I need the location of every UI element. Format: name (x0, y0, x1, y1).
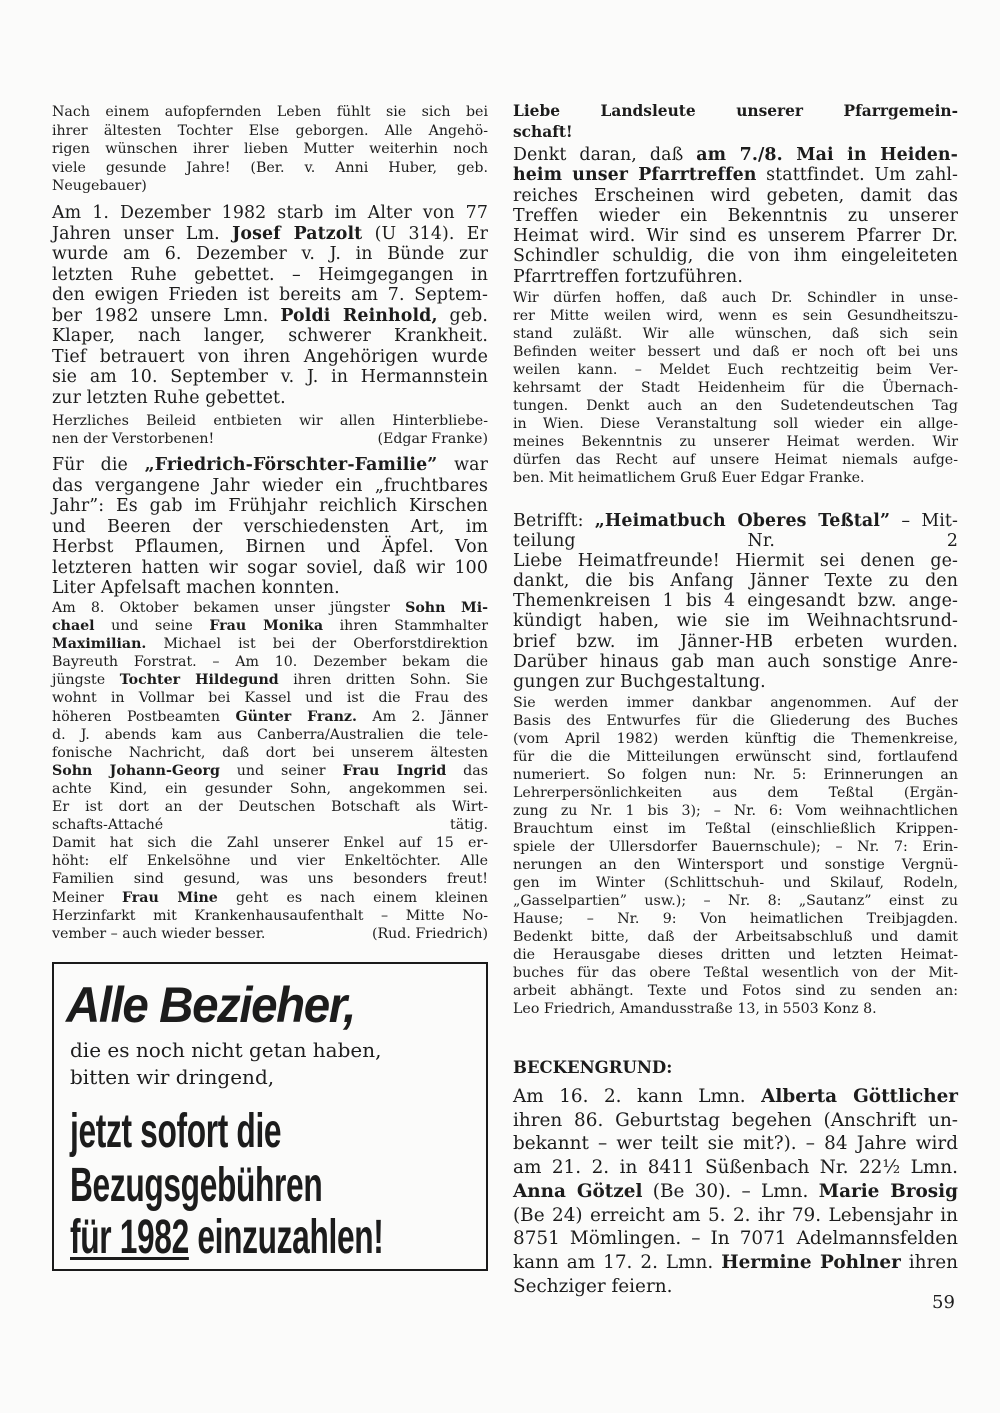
text-run: ben. Mit heimatlichem Gruß Euer Edgar Franke. (513, 470, 865, 486)
text-line (52, 412, 488, 430)
paragraph-huber-report (52, 103, 488, 196)
text-line (52, 780, 488, 798)
text-line (513, 343, 958, 361)
text-line (52, 907, 488, 925)
bold-name: Frau Ingrid (342, 762, 447, 779)
text-line (513, 1156, 958, 1180)
text-line (52, 177, 488, 196)
text-run: rer Mitte weilen wird, wenn es sein Gesundheitszu- (513, 308, 958, 324)
text-line (52, 430, 488, 448)
text-line (52, 537, 488, 558)
text-run: gungen zur Buchgestaltung. (513, 671, 766, 692)
text-line (513, 571, 958, 591)
text-line (52, 617, 488, 635)
bold-name: Hermine Pohlner (721, 1251, 901, 1273)
text-line (52, 889, 488, 907)
text-run: achte Kind, ein gesunder Sohn, angekommen sei. (52, 780, 488, 797)
text-run: Treffen wieder ein Bekenntnis zu unserer (513, 205, 958, 226)
text-line (513, 1085, 958, 1109)
text-line (513, 433, 958, 451)
paragraph-themenkreise (513, 694, 958, 1018)
bold-name: heim unser Pfarrtreffen (513, 165, 757, 186)
text-run: Lehrerpersönlichkeiten aus dem Teßtal (Ergän- (513, 785, 958, 801)
text-run: stand zuläßt. Wir alle wünschen, daß sich sein (513, 326, 958, 342)
paragraph-friedrich-family (52, 455, 488, 599)
text-run: ihren (900, 1251, 959, 1273)
text-line (513, 1058, 958, 1078)
text-run: und seiner (219, 762, 343, 779)
text-line (513, 1227, 958, 1251)
text-run: Basis des Entwurfes für die Gliederung des Buches (513, 713, 958, 729)
text-run: nerungen an den Wintersport und sonstige Vergnü- (513, 857, 958, 873)
text-line (52, 635, 488, 653)
text-run: kehrsamt der Stadt Heidenheim für die Übernach- (513, 380, 958, 396)
bold-name: Alberta Göttlicher (761, 1086, 958, 1107)
text-line (52, 224, 488, 245)
text-line (513, 1132, 958, 1156)
text-run: Betrifft: (513, 511, 595, 531)
text-line (513, 165, 958, 185)
text-run: kündigt haben, wie sie im Weihnachtsrund- (513, 611, 958, 632)
text-run: schaft! (513, 123, 573, 141)
text-run: war (437, 455, 488, 475)
bold-name: Josef Patzolt (232, 223, 363, 244)
text-line (513, 856, 958, 874)
text-line (513, 928, 958, 946)
text-run: Damit hat sich die Zahl unserer Enkel auf 15 er- (52, 835, 488, 852)
text-line (52, 599, 488, 617)
text-line (513, 415, 958, 433)
text-run: numeriert. So folgen nun: Nr. 5: Erinnerungen an (513, 767, 958, 783)
paragraph-heimatbuch (513, 511, 958, 692)
text-run: spiele der Ullersdorfer Bauernschule); – Nr. 7: Erin- (513, 839, 958, 855)
text-line (513, 766, 958, 784)
text-line (513, 145, 958, 165)
text-run: Leo Friedrich, Amandusstraße 13, in 5503 Konz 8. (513, 1001, 877, 1017)
text-line (513, 820, 958, 838)
text-line (52, 870, 488, 888)
text-line (513, 1109, 958, 1133)
text-line (52, 455, 488, 476)
text-line (513, 397, 958, 415)
text-run: Heimat wird. Wir sind es unserem Pfarrer Dr. (513, 226, 958, 247)
text-line (52, 834, 488, 852)
text-line (52, 244, 488, 265)
notice-callout (70, 1210, 383, 1265)
text-line (52, 347, 488, 368)
text-line (513, 511, 958, 531)
text-run: (Rud. Friedrich) (371, 925, 488, 942)
notice-callout-rest: einzuzahlen! (188, 1211, 384, 1264)
text-run: Tief betrauert von ihren Angehörigen wurde (52, 346, 488, 367)
text-line (513, 784, 958, 802)
bold-name: Günter Franz. (235, 708, 357, 725)
heading-beckengrund (513, 1058, 958, 1078)
text-run: stattfindet. Um zahl- (756, 165, 959, 186)
text-line (513, 874, 958, 892)
text-run: Michael ist bei der Oberforstdirektion (146, 636, 488, 653)
bold-name: Frau Monika (209, 618, 324, 635)
text-line (52, 726, 488, 744)
bold-name: Maximilian. (52, 636, 147, 653)
text-run: fonische Nachricht, daß dort bei unserem ältesten (52, 744, 488, 761)
paragraph-obituaries (52, 203, 488, 408)
text-run: teilung Nr. 2 (513, 531, 958, 552)
text-line (513, 186, 958, 206)
text-run: letzten Ruhe gebettet. – Heimgegangen in (52, 264, 488, 285)
text-line (52, 203, 488, 224)
text-run: höheren Postbeamten (52, 708, 236, 725)
text-run: Klaper, nach langer, schwerer Krankheit. (52, 326, 488, 346)
text-run: Sechziger feiern. (513, 1275, 673, 1297)
text-run: Darüber hinaus gab man auch sonstige Anre- (513, 651, 958, 672)
bold-name: Tochter Hildegund (119, 672, 279, 689)
text-line (52, 367, 488, 388)
text-run: Meiner (52, 889, 122, 906)
text-run: höht: elf Enkelsöhne und vier Enkeltöchter. Alle (52, 853, 488, 870)
text-run: viele gesunde Jahre! (Ber. v. Anni Huber, geb. (52, 159, 488, 176)
text-run: (Be 30). – Lmn. (642, 1180, 819, 1202)
notice-line: die es noch nicht getan haben, (70, 1038, 382, 1062)
text-line (52, 476, 488, 497)
text-line (513, 964, 958, 982)
text-run: für die die Mitteilungen erwünscht sind, fortlaufend (513, 749, 958, 765)
author-signature (377, 430, 488, 448)
text-run: Am 16. 2. kann Lmn. (513, 1086, 762, 1107)
text-run: dürfen das Recht auf unsere Heimat niemals aufge- (513, 452, 958, 468)
text-run: – Mit- (890, 511, 958, 531)
text-line (513, 246, 958, 266)
text-run: Herzinfarkt mit Krankenhausaufenthalt – Mitte No- (52, 907, 488, 924)
text-line (513, 712, 958, 730)
text-run: kann am 17. 2. Lmn. (513, 1251, 722, 1273)
text-run: reiches Erscheinen wird gebeten, damit das (513, 185, 958, 206)
text-line (513, 838, 958, 856)
text-line (513, 632, 958, 652)
text-run: bekannt – wer teilt sie mit?). – 84 Jahre wird (513, 1133, 958, 1155)
paragraph-beckengrund-birthdays (513, 1085, 958, 1298)
text-line (513, 206, 958, 226)
text-line (513, 325, 958, 343)
notice-callout: Bezugsgebühren (70, 1159, 323, 1212)
text-run: Jahr”: Es gab im Frühjahr reichlich Kirschen (52, 496, 488, 516)
text-line (52, 388, 488, 409)
text-line (513, 531, 958, 551)
text-run: (Edgar Franke) (377, 431, 488, 447)
subscription-notice-box (52, 962, 488, 1271)
text-line (513, 730, 958, 748)
text-run: Neugebauer) (52, 178, 147, 194)
text-line (513, 910, 958, 928)
notice-headline: Alle Bezieher, (66, 977, 355, 1033)
notice-line: bitten wir dringend, (70, 1065, 275, 1089)
text-run: Am 2. Jänner (356, 708, 488, 725)
text-run: Hause; – Nr. 9: Von heimatlichen Treibjagden. (513, 911, 958, 927)
text-run: zur letzten Ruhe gebettet. (52, 387, 286, 408)
text-line (52, 798, 488, 816)
text-line (513, 982, 958, 1000)
text-run: ihren dritten Sohn. Sie (278, 672, 488, 689)
author-signature (372, 925, 488, 943)
text-run: vember – auch wieder besser. (52, 925, 266, 942)
text-run: Familien sind gesund, was uns besonders freut! (52, 871, 488, 888)
text-run: Für die (52, 455, 145, 475)
page-number: 59 (932, 1292, 955, 1313)
text-run: Brauchtum einst im Teßtal (einschließlich Krippen- (513, 821, 958, 837)
text-run: rigen wünschen ihrer lieben Mutter weiterhin noch (52, 141, 488, 157)
notice-year-underlined: für 1982 (70, 1211, 189, 1264)
text-run: buches für das obere Teßtal wesentlich von der Mit- (513, 965, 958, 981)
paragraph-parish-meeting (513, 145, 958, 287)
text-run: (Be 24) erreicht am 5. 2. ihr 79. Lebensjahr in (513, 1204, 958, 1226)
text-line (513, 694, 958, 712)
text-line (513, 551, 958, 571)
text-line (52, 653, 488, 671)
text-run: Denkt daran, daß (513, 145, 697, 165)
text-line (52, 306, 488, 327)
text-line (513, 672, 958, 692)
text-line (513, 469, 958, 487)
text-run: wohnt in Vollmar bei Kassel und ist die Frau des (52, 690, 488, 707)
text-run: Wir dürfen hoffen, daß auch Dr. Schindler in unse- (513, 290, 958, 306)
text-run: zung zu Nr. 1 bis 3); – Nr. 6: Vom weihnachtlichen (513, 803, 958, 819)
text-run: gen im Winter (Schlittschuh- und Skilauf, Rodeln, (513, 875, 958, 891)
bold-name: „Friedrich-Förschter-Familie” (144, 455, 438, 475)
text-line (513, 892, 958, 910)
text-line (52, 744, 488, 762)
text-line (513, 591, 958, 611)
text-run: 8751 Mömlingen. – In 7071 Adelmannsfelden (513, 1228, 958, 1250)
text-line (513, 1180, 958, 1204)
text-run: Jahren unser Lm. (52, 223, 233, 244)
text-line (513, 611, 958, 631)
text-line (52, 671, 488, 689)
text-run: das (446, 762, 488, 779)
text-run: Schindler schuldig, die von ihm eingeleiteten (513, 246, 958, 267)
text-run: meines Bekenntnis zu unserer Heimat werden. Wir (513, 434, 958, 450)
text-run: Herzliches Beileid entbieten wir allen Hinterbliebe- (52, 413, 488, 429)
text-run: d. J. abends kam aus Canberra/Australien die tele- (52, 726, 488, 743)
text-run: Pfarrtreffen fortzuführen. (513, 266, 743, 287)
text-run: letzteren hatten wir sogar soviel, daß wir 100 (52, 557, 488, 578)
text-line (513, 1000, 958, 1018)
text-run: und seine (94, 618, 210, 635)
text-line (52, 517, 488, 538)
text-run: arbeit abhängt. Texte und Fotos sind zu senden an: (513, 983, 958, 999)
text-run: ihrer ältesten Tochter Else geborgen. Alle Angehö- (52, 122, 488, 139)
text-line (52, 816, 488, 834)
bold-name: Marie Brosig (818, 1180, 958, 1202)
bold-name: Frau Mine (121, 889, 218, 906)
text-run: nen der Verstorbenen! (52, 431, 215, 447)
notice-callout: jetzt sofort die (70, 1105, 282, 1158)
text-run: (vom April 1982) werden künftig die Themenkreise, (513, 731, 958, 747)
text-run: ber 1982 unsere Lmn. (52, 305, 281, 326)
text-run: die Herausgabe dieses dritten und letzten Heimat- (513, 947, 958, 963)
text-line (513, 946, 958, 964)
text-line (52, 925, 488, 943)
text-run: und Beeren der verschiedensten Art, im (52, 516, 488, 537)
text-run: wurde am 6. Dezember v. J. in Bünde zur (52, 244, 488, 264)
text-line (513, 1204, 958, 1228)
text-line (513, 652, 958, 672)
text-line (513, 1251, 958, 1275)
text-run: „Gasselpartien” usw.); – Nr. 8: „Sautanz” einst zu (513, 893, 958, 909)
text-line (52, 140, 488, 159)
text-run: ihren 86. Geburtstag begehen (Anschrift un- (513, 1109, 958, 1131)
bold-name: Poldi Reinhold, (280, 305, 438, 326)
text-line (513, 379, 958, 397)
paragraph-schindler (513, 289, 958, 487)
text-run: Befinden weiter bessert und daß er noch oft bei uns (513, 344, 958, 360)
text-run: Sie werden immer dankbar angenommen. Auf der (513, 695, 958, 711)
text-run: jüngste (52, 672, 120, 689)
text-line (52, 326, 488, 347)
text-run: Liebe Heimatfreunde! Hiermit sei denen ge- (513, 551, 958, 572)
text-line (52, 689, 488, 707)
text-run: in Wien. Diese Veranstaltung soll wieder ein allge- (513, 416, 958, 432)
text-line (52, 762, 488, 780)
text-line (52, 122, 488, 141)
bold-name: Sohn Johann-Georg (52, 762, 220, 779)
text-run: brief bzw. im Jänner-HB erbeten wurden. (513, 631, 958, 652)
text-line (513, 267, 958, 287)
text-line (513, 748, 958, 766)
text-line (513, 361, 958, 379)
bold-name: am 7./8. Mai in Heiden- (696, 145, 958, 165)
text-run: das vergangene Jahr wieder ein „fruchtbares (52, 475, 488, 496)
text-line (513, 802, 958, 820)
text-run: Bayreuth Forstrat. – Am 10. Dezember bekam die (52, 654, 488, 671)
text-run: BECKENGRUND: (513, 1058, 673, 1077)
paragraph-family-news (52, 599, 488, 943)
text-line (52, 159, 488, 178)
text-run: Herbst Pflaumen, Birnen und Äpfel. Von (52, 537, 488, 557)
bold-name: Anna Götzel (513, 1180, 643, 1202)
text-run: Am 1. Dezember 1982 starb im Alter von 77 (52, 203, 488, 223)
text-run: Am 8. Oktober bekamen unser jüngster (52, 600, 406, 616)
text-run: dankt, die bis Anfang Jänner Texte zu den (513, 571, 958, 592)
text-run: geb. (437, 305, 489, 326)
text-run: geht es nach einem kleinen (217, 889, 488, 906)
text-run: Bedenkt bitte, daß der Arbeitsabschluß und damit (513, 929, 958, 945)
text-line (513, 289, 958, 307)
text-run: weilen kann. – Meldet Euch rechtzeitig beim Ver- (513, 362, 958, 378)
text-run: tungen. Denkt auch an den Sudetendeutschen Tag (513, 398, 958, 414)
text-line (52, 578, 488, 599)
text-line (52, 708, 488, 726)
text-run: ihren Stammhalter (323, 618, 489, 635)
bold-name: chael (52, 618, 95, 635)
text-line (513, 101, 958, 122)
text-run: am 21. 2. in 8411 Süßenbach Nr. 22½ Lmn. (513, 1157, 958, 1179)
text-run: Liebe Landsleute unserer Pfarrgemein- (513, 102, 958, 120)
line-text (52, 925, 265, 943)
text-line (52, 103, 488, 122)
text-run: Themenkreisen 1 bis 4 eingesandt bzw. ange- (513, 591, 958, 612)
text-run: Liter Apfelsaft machen konnten. (52, 578, 340, 598)
text-line (52, 558, 488, 579)
text-run: Er ist dort an der Deutschen Botschaft als Wirt- (52, 799, 488, 816)
text-run: (U 314). Er (362, 223, 488, 244)
heading-parish-meeting (513, 101, 958, 143)
text-run: den ewigen Frieden ist bereits am 7. Septem- (52, 285, 488, 305)
text-line (52, 852, 488, 870)
line-text (52, 430, 214, 448)
text-line (513, 226, 958, 246)
text-line (52, 285, 488, 306)
text-line (513, 1275, 958, 1299)
text-run: schafts-Attaché tätig. (52, 817, 488, 834)
text-line (513, 122, 958, 143)
bold-name: „Heimatbuch Oberes Teßtal” (594, 511, 891, 531)
text-line (513, 307, 958, 325)
text-run: sie am 10. September v. J. in Hermannstein (52, 367, 488, 387)
text-line (52, 496, 488, 517)
text-run: Nach einem aufopfernden Leben fühlt sie sich bei (52, 104, 488, 120)
paragraph-condolences (52, 412, 488, 448)
bold-name: Sohn Mi- (405, 600, 489, 616)
text-line (513, 451, 958, 469)
text-line (52, 265, 488, 286)
